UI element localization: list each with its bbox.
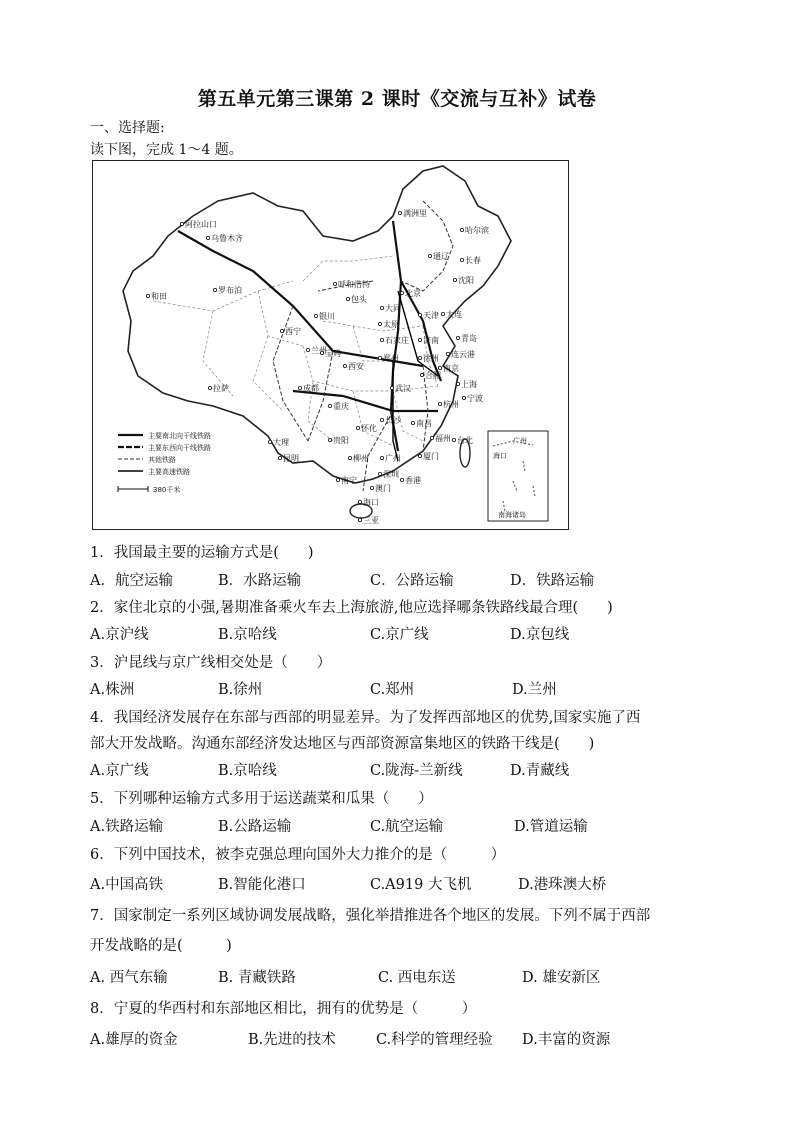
city-label: 柳州 [353,454,369,463]
city-dot [380,306,383,309]
page-title: 第五单元第三课第 2 课时《交流与互补》试卷 [197,88,597,110]
option-c[interactable]: C.郑州 [370,682,415,698]
city-dot [400,291,403,294]
city-dot [213,288,216,291]
question-4-continued: 部大开发战略。沟通东部经济发达地区与西部资源富集地区的铁路干线是( ) [90,736,595,752]
city-dot [390,386,393,389]
city-label: 连云港 [451,350,475,359]
question-2: 2．家住北京的小强,暑期准备乘火车去上海旅游,他应选择哪条铁路线最合理( ) [90,600,613,616]
question-4-options [90,759,730,779]
city-label: 济南 [423,336,439,345]
city-label: 台北 [457,436,473,445]
city-dot [453,278,456,281]
question-2-options [90,623,730,643]
city-dot [438,402,441,405]
option-b[interactable]: B．水路运输 [218,573,302,589]
city-dot [278,456,281,459]
city-dot [430,436,433,439]
city-label: 广州 [385,454,401,463]
city-label: 合肥 [425,371,441,380]
city-label: 海口 [363,498,379,507]
city-labels [151,208,489,525]
option-c[interactable]: C.陇海-兰新线 [370,763,463,779]
city-dot [306,348,309,351]
option-c[interactable]: C.航空运输 [370,819,444,835]
city-label: 重庆 [333,402,349,411]
option-b[interactable]: B. 青藏铁路 [218,970,296,986]
city-label: 福州 [435,434,451,443]
city-label: 南宁 [341,476,357,485]
question-1-options [90,569,730,589]
city-label: 乌鲁木齐 [211,234,243,243]
option-b[interactable]: B.先进的技术 [248,1032,336,1048]
legend-item: 其他铁路 [148,456,176,464]
city-label: 拉萨 [213,384,229,393]
city-label: 石家庄 [385,336,409,345]
option-c[interactable]: C. 西电东送 [378,970,456,986]
city-label: 满洲里 [403,209,427,218]
city-dot [418,356,421,359]
city-dot [400,478,403,481]
option-b[interactable]: B.京哈线 [218,763,277,779]
option-c[interactable]: C.A919 大飞机 [370,877,472,893]
question-7: 7．国家制定一系列区域协调发展战略，强化举措推进各个地区的发展。下列不属于西部 [90,908,651,924]
city-label: 宁波 [467,394,483,403]
city-label: 澳门 [375,484,391,493]
city-dot [428,254,431,257]
city-dot [370,486,373,489]
railway-e-w-1 [178,231,423,366]
city-dot [346,297,349,300]
city-label: 天津 [423,311,439,320]
city-dot [380,418,383,421]
city-dot [380,338,383,341]
city-dot [462,396,465,399]
inset-city-label: 海口 [493,452,507,460]
option-a[interactable]: A．航空运输 [90,573,173,589]
city-label: 大同 [385,304,401,313]
city-label: 贵阳 [333,436,349,445]
city-dot [298,386,301,389]
city-dot [328,438,331,441]
city-dot [348,456,351,459]
city-dot [420,373,423,376]
city-dot [398,211,401,214]
question-5: 5．下列哪种运输方式多用于运送蔬菜和瓜果（ ） [90,791,433,807]
city-dot [328,404,331,407]
city-label: 杭州 [443,400,459,409]
question-7-options [90,966,730,986]
option-c[interactable]: C.科学的管理经验 [376,1032,493,1048]
map-legend [118,431,211,494]
option-d[interactable]: D.青藏线 [510,763,570,779]
city-dot [268,440,271,443]
city-dot [336,478,339,481]
hainan-island [350,504,372,518]
map-scale: 380千米 [153,486,181,494]
city-label: 北京 [405,289,421,298]
city-label: 呼和浩特 [338,280,370,289]
option-d[interactable]: D.京包线 [510,627,570,643]
city-label: 武汉 [395,384,411,393]
option-c[interactable]: C.京广线 [370,627,429,643]
option-a[interactable]: A.铁路运输 [90,819,164,835]
city-label: 大连 [446,310,462,319]
city-dot [460,228,463,231]
city-label: 哈尔滨 [465,226,489,235]
city-label: 太原 [383,320,399,329]
city-dot [358,518,361,521]
city-label: 厦门 [423,452,439,461]
city-label: 西安 [348,362,364,371]
city-label: 深圳 [383,470,399,479]
city-label: 银川 [319,312,335,321]
city-label: 沈阳 [458,276,474,285]
city-label: 上海 [461,380,477,389]
city-label: 南昌 [416,419,432,428]
city-label: 南京 [443,364,459,373]
city-dot [441,312,444,315]
option-a[interactable]: A.京沪线 [90,627,149,643]
option-d[interactable]: D.管道运输 [514,819,588,835]
option-d[interactable]: D. 雄安新区 [522,970,601,986]
inset-title: 南海诸岛 [498,511,526,519]
city-dot [456,382,459,385]
city-label: 和田 [151,292,167,301]
china-railway-map [92,160,569,530]
city-label: 通辽 [433,252,449,261]
city-dot [378,472,381,475]
option-b[interactable]: B.京哈线 [218,627,277,643]
inset-city-label: 广州 [513,437,527,445]
city-label: 郑州 [383,354,399,363]
city-label: 长沙 [385,416,401,425]
city-dot [333,282,336,285]
city-dot [438,366,441,369]
city-dot [206,236,209,239]
city-dot [452,438,455,441]
question-7-continued: 开发战略的是( ) [90,938,232,954]
city-label: 成都 [303,384,319,393]
city-dot [378,322,381,325]
city-label: 徐州 [423,354,439,363]
question-5-options [90,815,730,835]
city-label: 香港 [405,476,421,485]
city-dot [280,329,283,332]
city-dot [358,500,361,503]
city-dot [356,426,359,429]
city-dot [343,364,346,367]
question-3-options [90,678,730,698]
city-dot [411,421,414,424]
city-label: 青岛 [461,334,477,343]
option-b[interactable]: B.公路运输 [218,819,292,835]
city-label: 包头 [351,295,367,304]
question-3: 3．沪昆线与京广线相交处是（ ） [90,655,332,671]
city-label: 罗布泊 [218,286,242,295]
map-svg [93,161,568,529]
city-dot [180,222,183,225]
city-label: 昆明 [283,454,299,463]
question-6: 6．下列中国技术，被李克强总理向国外大力推介的是（ ） [90,847,506,863]
city-label: 兰州 [311,346,327,355]
city-label: 长春 [465,256,481,265]
option-b[interactable]: B.徐州 [218,682,263,698]
city-label: 西宁 [285,327,301,336]
city-dot [314,314,317,317]
city-label: 三亚 [363,516,379,525]
city-dot [418,313,421,316]
legend-item: 主要高速铁路 [148,468,190,476]
option-d[interactable]: D.港珠澳大桥 [518,877,607,893]
legend-item: 主要东西向干线铁路 [148,444,211,452]
section-header: 一、选择题: [90,120,165,136]
city-label: 大理 [273,438,289,447]
city-dot [446,352,449,355]
legend-item: 主要南北向干线铁路 [148,432,211,440]
city-dot [456,336,459,339]
city-dot [380,456,383,459]
city-dot [460,258,463,261]
railway-e-w-2 [293,391,438,411]
question-1: 1．我国最主要的运输方式是( ) [90,545,314,561]
map-instruction: 读下图，完成 1～4 题。 [90,142,243,158]
city-dot [208,386,211,389]
option-a[interactable]: A.株洲 [90,682,135,698]
question-8-options [90,1028,730,1048]
option-a[interactable]: A.雄厚的资金 [90,1032,178,1048]
city-label: 怀化 [361,424,377,433]
city-dot [418,338,421,341]
option-a[interactable]: A.中国高铁 [90,877,164,893]
option-a[interactable]: A. 西气东输 [90,970,168,986]
question-6-options [90,873,730,893]
option-a[interactable]: A.京广线 [90,763,149,779]
south-china-sea-inset [488,431,548,521]
question-8: 8．宁夏的华西村和东部地区相比，拥有的优势是（ ） [90,1001,477,1017]
option-d[interactable]: D.丰富的资源 [522,1032,611,1048]
option-d[interactable]: D.兰州 [512,682,557,698]
city-label: 宝鸡 [325,349,341,358]
city-dot [418,454,421,457]
city-dot [378,356,381,359]
city-label: 阿拉山口 [185,220,217,229]
option-c[interactable]: C．公路运输 [370,573,454,589]
option-b[interactable]: B.智能化港口 [218,877,306,893]
question-4: 4．我国经济发展存在东部与西部的明显差异。为了发挥西部地区的优势,国家实施了西 [90,710,641,726]
city-dot [146,294,149,297]
option-d[interactable]: D．铁路运输 [510,573,595,589]
